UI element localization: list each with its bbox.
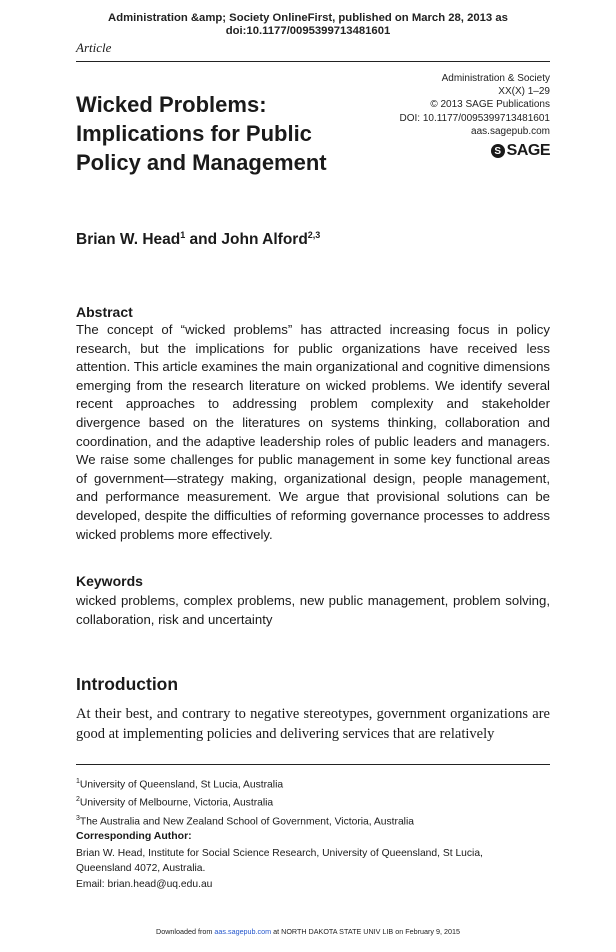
author-1: Brian W. Head [76,231,181,248]
footnote-3-text: The Australia and New Zealand School of Government, Victoria, Australia [79,816,414,828]
corresponding-author-heading: Corresponding Author: [76,830,192,842]
sage-logo-text: SAGE [506,142,550,159]
corresponding-email[interactable]: Email: brian.head@uq.edu.au [76,878,213,890]
journal-volume: XX(X) 1–29 [498,86,550,98]
footnote-3-number: 3 [76,814,80,822]
introduction-heading: Introduction [76,674,179,694]
article-type-label: Article [76,40,112,55]
footnote-1-number: 1 [76,778,80,785]
affiliation-footnotes [76,774,414,829]
journal-website[interactable]: aas.sagepub.com [471,125,550,137]
journal-doi: DOI: 10.1177/0095399713481601 [399,112,550,124]
download-site-link[interactable]: aas.sagepub.com [214,927,272,936]
keywords-text: wicked problems, complex problems, new public management, problem solving, collaboration, risk and uncertainty [76,593,550,627]
footnote-divider [76,764,550,765]
introduction-text: At their best, and contrary to negative stereotypes, government organizations are good at implementing policies and delivering services that are relatively [76,706,550,742]
title-line-1: Wicked Problems: [76,92,267,117]
author-2-affiliation: 2,3 [307,230,321,240]
sage-logo [491,142,550,160]
abstract-heading: Abstract [76,304,133,320]
footnote-3 [76,811,414,829]
download-notice [0,927,616,936]
online-first-line-1: Administration &amp; Society OnlineFirst, published on March 28, 2013 as [108,12,508,24]
sage-logo-icon: S [491,144,505,158]
footnote-1 [76,774,414,792]
keywords-heading: Keywords [76,573,143,589]
online-first-notice [0,12,616,38]
footnote-2-text: University of Melbourne, Victoria, Australia [79,797,274,809]
author-list [76,230,320,249]
header-divider [76,61,550,62]
title-line-2: Implications for Public [76,121,312,146]
footnote-2 [76,792,414,810]
corresponding-author-details [76,846,550,892]
journal-copyright: © 2013 SAGE Publications [430,99,550,111]
footnote-1-text: University of Queensland, St Lucia, Australia [79,779,284,791]
footnote-2-number: 2 [76,796,80,804]
journal-name: Administration & Society [441,73,550,84]
corresponding-line-2: Queensland 4072, Australia. [76,863,206,875]
download-suffix: at NORTH DAKOTA STATE UNIV LIB on February 9, 2015 [271,927,460,936]
author-connector: and [185,231,222,248]
author-1-affiliation: 1 [180,230,186,240]
online-first-line-2: doi:10.1177/0095399713481601 [225,25,391,37]
author-2: John Alford [221,231,308,248]
title-line-3: Policy and Management [76,150,327,175]
abstract-text: The concept of “wicked problems” has attracted increasing focus in policy research, but the implications for public organizations have received less attention. This article examines the main organizational and cognitive dimensions emerging from the research literature on wicked problems. We identify several recent approaches to addressing problem complexity and stakeholder divergence based on the literatures on systems thinking, collaboration and coordination, and the adaptive leadership roles of public leaders and managers. We raise some challenges for public management in some key functional areas of government—strategy making, organizational design, people management, and performance measurement. We argue that provisional solutions can be developed, despite the difficulties of reforming governance processes to address wicked problems more effectively. [76,322,550,542]
journal-info [399,72,550,138]
corresponding-line-1: Brian W. Head, Institute for Social Science Research, University of Queensland, St Lucia, [76,848,483,859]
article-title [76,90,406,177]
download-prefix: Downloaded from [156,927,215,936]
